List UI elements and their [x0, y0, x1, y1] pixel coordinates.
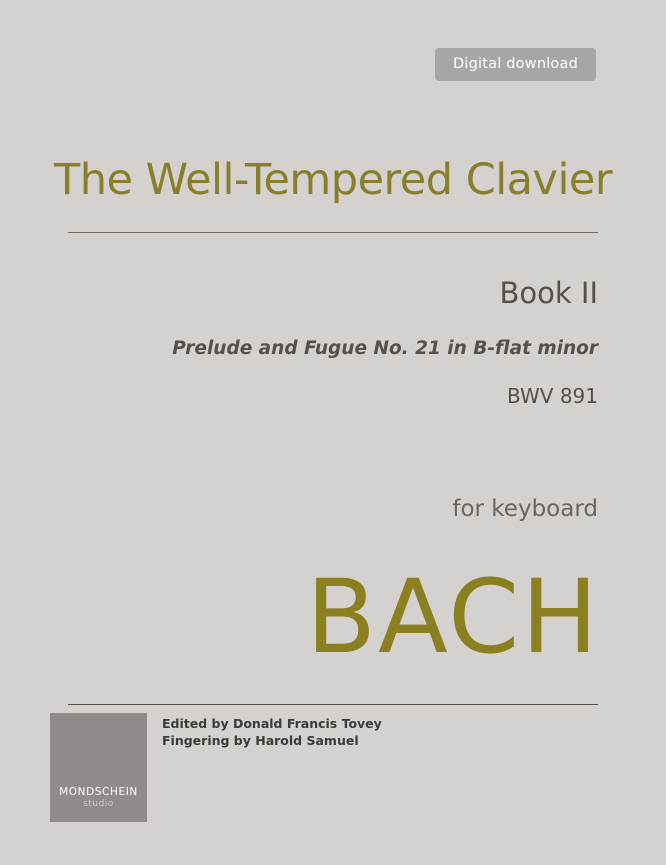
- credits-editor: Edited by Donald Francis Tovey: [162, 716, 382, 731]
- publisher-sub: studio: [83, 799, 114, 809]
- instrumentation: for keyboard: [452, 496, 598, 522]
- divider-bottom: [68, 704, 598, 705]
- credits: [162, 716, 382, 750]
- digital-download-badge: Digital download: [435, 48, 596, 81]
- publisher-name: MONDSCHEIN: [59, 786, 138, 798]
- credits-fingering: Fingering by Harold Samuel: [162, 732, 359, 748]
- composer-name: BACH: [306, 558, 600, 677]
- divider-top: [68, 232, 598, 233]
- publisher-logo: [50, 713, 147, 822]
- book-number: Book II: [499, 276, 598, 310]
- catalog-number: BWV 891: [507, 384, 598, 408]
- page-title: The Well-Tempered Clavier: [53, 155, 613, 205]
- work-subtitle: Prelude and Fugue No. 21 in B-flat minor: [172, 338, 598, 359]
